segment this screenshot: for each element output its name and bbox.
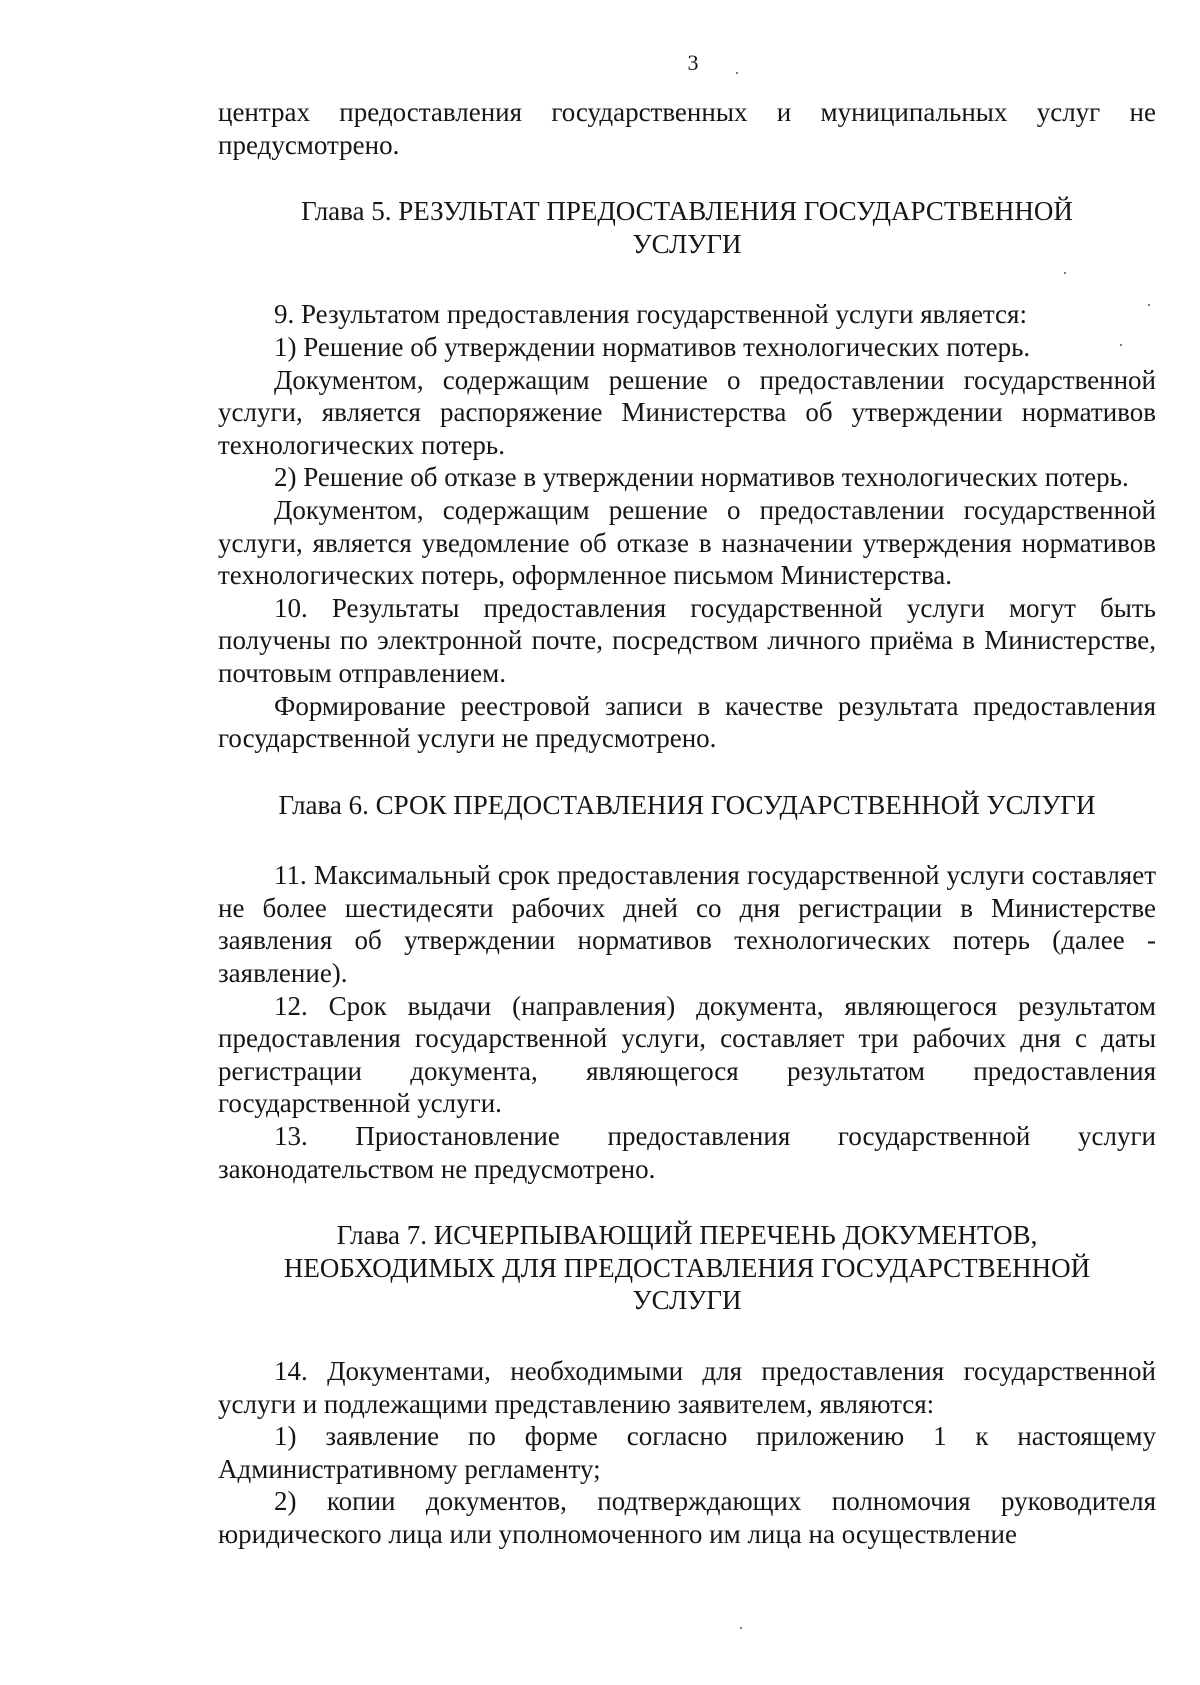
document-page xyxy=(218,50,1156,1551)
paragraph-9-item-2-document: Документом, содержащим решение о предоставлении государственной услуги, является уведомление об отказе в назначении утверждения нормативов технологических потерь, оформленное письмом Министерства. xyxy=(218,494,1156,591)
paragraph-14-item-2: 2) копии документов, подтверждающих полномочия руководителя юридического лица или уполномоченного им лица на осуществление xyxy=(218,1486,1156,1549)
paragraph-9: 9. Результатом предоставления государственной услуги является: xyxy=(274,299,1027,330)
chapter-6-heading: Глава 6. СРОК ПРЕДОСТАВЛЕНИЯ ГОСУДАРСТВЕННОЙ УСЛУГИ xyxy=(278,789,1096,820)
spacer xyxy=(218,161,1156,195)
paragraph-10-registry: Формирование реестровой записи в качестве результата предоставления государственной услуги не предусмотрено. xyxy=(218,690,1156,754)
spacer xyxy=(218,1317,1156,1355)
paragraph-9-item-2: 2) Решение об отказе в утверждении нормативов технологических потерь. xyxy=(274,462,1129,493)
paragraph-13: 13. Приостановление предоставления государственной услуги законодательством не предусмотрено. xyxy=(218,1121,1156,1184)
paragraph-14: 14. Документами, необходимыми для предоставления государственной услуги и подлежащими представлению заявителем, являются: xyxy=(218,1356,1156,1419)
scan-speck xyxy=(1120,344,1122,346)
chapter-5-heading: Глава 5. РЕЗУЛЬТАТ ПРЕДОСТАВЛЕНИЯ ГОСУДАРСТВЕННОЙ УСЛУГИ xyxy=(301,196,1073,259)
scan-speck xyxy=(740,1627,742,1629)
paragraph-14-item-1: 1) заявление по форме согласно приложению 1 к настоящему Административному регламенту; xyxy=(218,1421,1156,1484)
scan-speck xyxy=(1148,304,1150,306)
scan-speck xyxy=(1064,272,1066,274)
paragraph-11: 11. Максимальный срок предоставления государственной услуги составляет не более шестидесяти рабочих дней со дня регистрации в Министерстве заявления об утверждении нормативов технологических потерь (далее - заявление). xyxy=(218,860,1156,989)
paragraph-continuation: центрах предоставления государственных и муниципальных услуг не предусмотрено. xyxy=(218,97,1156,160)
spacer xyxy=(218,1185,1156,1219)
spacer xyxy=(218,821,1156,859)
spacer xyxy=(218,755,1156,789)
paragraph-9-item-1-document: Документом, содержащим решение о предоставлении государственной услуги, является распоряжение Министерства об утверждении нормативов технологических потерь. xyxy=(218,364,1156,460)
page-number: 3 xyxy=(687,50,699,75)
spacer xyxy=(218,260,1156,298)
paragraph-12: 12. Срок выдачи (направления) документа, являющегося результатом предоставления государственной услуги, составляет три рабочих дня с даты регистрации документа, являющегося результатом предоставления государственной услуги. xyxy=(218,990,1156,1119)
paragraph-9-item-1: 1) Решение об утверждении нормативов технологических потерь. xyxy=(274,331,1031,362)
scan-speck xyxy=(736,72,738,74)
paragraph-10: 10. Результаты предоставления государственной услуги могут быть получены по электронной почте, посредством личного приёма в Министерстве, почтовым отправлением. xyxy=(218,592,1156,688)
chapter-7-heading: Глава 7. ИСЧЕРПЫВАЮЩИЙ ПЕРЕЧЕНЬ ДОКУМЕНТОВ, НЕОБХОДИМЫХ ДЛЯ ПРЕДОСТАВЛЕНИЯ ГОСУДАРСТВЕННОЙ УСЛУГИ xyxy=(283,1220,1091,1316)
